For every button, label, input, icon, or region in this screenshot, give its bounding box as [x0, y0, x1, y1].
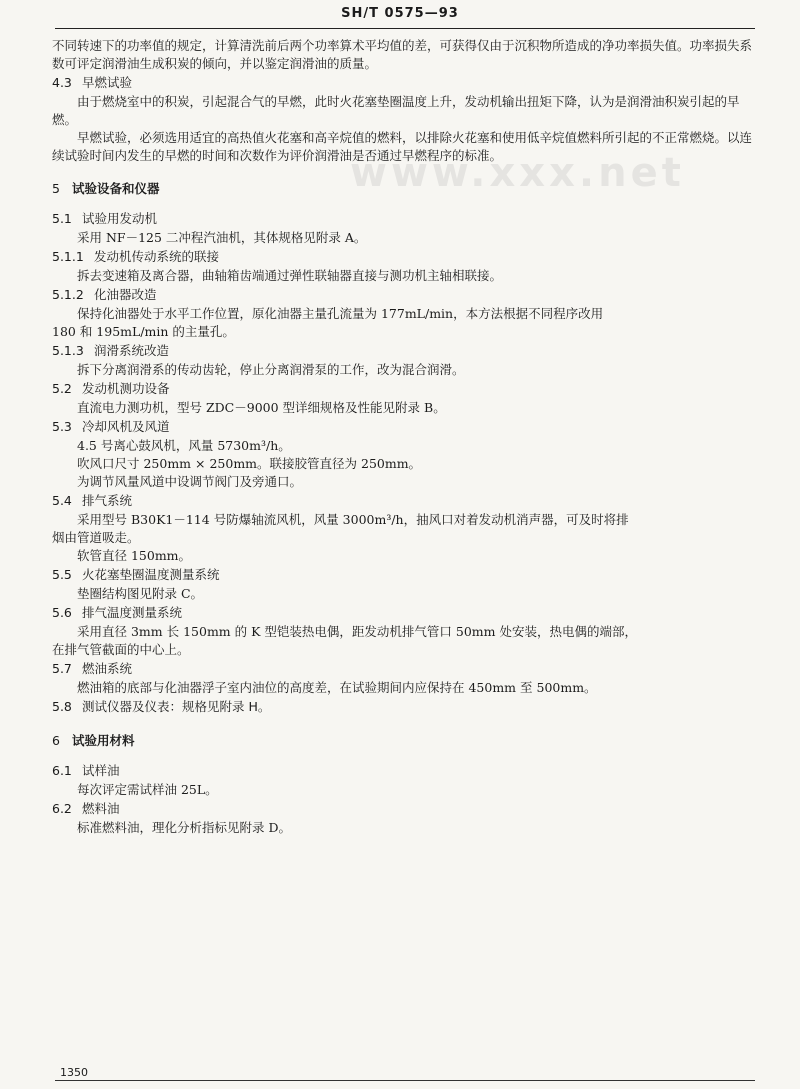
section-number: 5.5 [52, 567, 72, 582]
chapter-title: 试验设备和仪器 [72, 181, 160, 196]
section-4-3-paragraph-2: 早燃试验，必须选用适宜的高热值火花塞和高辛烷值的燃料，以排除火花塞和使用低辛烷值燃料所引起的不正常燃烧。以连续试验时间内发生的早燃的时间和次数作为评价润滑油是否通过早燃程序的标准。 [52, 130, 753, 163]
section-body-line: 软管直径 150mm。 [77, 548, 192, 563]
section-body-line: 烟由管道吸走。 [52, 530, 140, 545]
chapter-5-sections [52, 209, 757, 717]
chapter-6-heading [52, 731, 757, 751]
section-heading [52, 491, 757, 511]
section-title: 试样油 [82, 763, 120, 778]
intro-paragraph: 不同转速下的功率值的规定，计算清洗前后两个功率算术平均值的差，可获得仅由于沉积物所造成的净功率损失值。功率损失系数可评定润滑油生成积炭的倾向，并以鉴定润滑油的质量。 [52, 38, 753, 71]
section-4-3-paragraph-1: 由于燃烧室中的积炭，引起混合气的早燃，此时火花塞垫圈温度上升，发动机输出扭矩下降，认为是润滑油积炭引起的早燃。 [52, 94, 740, 127]
section-title: 冷却风机及风道 [82, 419, 170, 434]
section-number: 4.3 [52, 75, 72, 90]
section-heading [52, 285, 757, 305]
section-number: 5.8 [52, 699, 72, 714]
section-title: 排气温度测量系统 [82, 605, 183, 620]
section-title: 测试仪器及仪表：规格见附录 H。 [82, 699, 271, 714]
section-title: 燃油系统 [82, 661, 133, 676]
section-title: 燃料油 [82, 801, 120, 816]
section-title: 早燃试验 [82, 75, 133, 90]
section-heading [52, 247, 757, 267]
section-body-line: 采用 NF－125 二冲程汽油机，其体规格见附录 A。 [77, 230, 367, 245]
section-body-line: 保持化油器处于水平工作位置，原化油器主量孔流量为 177mL/min，本方法根据不同程序改用 [77, 306, 604, 321]
chapter-number: 6 [52, 733, 60, 748]
section-heading [52, 603, 757, 623]
section-number: 5.6 [52, 605, 72, 620]
section-heading [52, 799, 757, 819]
section-title: 排气系统 [82, 493, 133, 508]
section-heading [52, 341, 757, 361]
watermark: www.xxx.net [350, 150, 685, 196]
section-number: 5.7 [52, 661, 72, 676]
section-title: 火花塞垫圈温度测量系统 [82, 567, 220, 582]
section-body-line: 180 和 195mL/min 的主量孔。 [52, 324, 235, 339]
section-number: 5.1.3 [52, 343, 84, 358]
section-body-line: 采用直径 3mm 长 150mm 的 K 型铠装热电偶，距发动机排气管口 50mm 处安装，热电偶的端部， [77, 624, 637, 639]
chapter-5-heading [52, 179, 757, 199]
section-body-line: 垫圈结构图见附录 C。 [77, 586, 204, 601]
footer-rule [55, 1080, 755, 1081]
section-body-line: 燃油箱的底部与化油器浮子室内油位的高度差，在试验期间内应保持在 450mm 至 500mm。 [77, 680, 597, 695]
section-number: 5.3 [52, 419, 72, 434]
section-number: 6.2 [52, 801, 72, 816]
section-title: 发动机传动系统的联接 [94, 249, 220, 264]
chapter-number: 5 [52, 181, 60, 196]
section-heading [52, 659, 757, 679]
section-heading [52, 209, 757, 229]
section-4-3-heading [52, 73, 757, 93]
section-heading [52, 417, 757, 437]
section-number: 5.1 [52, 211, 72, 226]
section-title: 试验用发动机 [82, 211, 158, 226]
section-body-line: 吹风口尺寸 250mm × 250mm。联接胶管直径为 250mm。 [77, 456, 422, 471]
section-heading [52, 565, 757, 585]
section-number: 6.1 [52, 763, 72, 778]
section-body-line: 在排气管截面的中心上。 [52, 642, 190, 657]
section-number: 5.2 [52, 381, 72, 396]
section-body-line: 采用型号 B30K1－114 号防爆轴流风机，风量 3000m³/h，抽风口对着发动机消声器，可及时将排 [77, 512, 629, 527]
section-heading [52, 379, 757, 399]
section-body-line: 标准燃料油，理化分析指标见附录 D。 [77, 820, 291, 835]
page-header: SH/T 0575—93 [341, 6, 459, 21]
section-number: 5.1.2 [52, 287, 84, 302]
section-body-line: 直流电力测功机，型号 ZDC－9000 型详细规格及性能见附录 B。 [77, 400, 446, 415]
page-number: 1350 [60, 1066, 88, 1079]
section-heading [52, 697, 757, 717]
section-heading [52, 761, 757, 781]
chapter-title: 试验用材料 [72, 733, 135, 748]
section-body-line: 拆去变速箱及离合器，曲轴箱齿端通过弹性联轴器直接与测功机主轴相联接。 [77, 268, 503, 283]
section-body-line: 4.5 号离心鼓风机，风量 5730m³/h。 [77, 438, 291, 453]
section-title: 润滑系统改造 [94, 343, 170, 358]
section-number: 5.4 [52, 493, 72, 508]
chapter-6-sections [52, 761, 757, 837]
section-number: 5.1.1 [52, 249, 84, 264]
section-body-line: 拆下分离润滑系的传动齿轮，停止分离润滑泵的工作，改为混合润滑。 [77, 362, 465, 377]
section-title: 发动机测功设备 [82, 381, 170, 396]
section-body-line: 每次评定需试样油 25L。 [77, 782, 218, 797]
header-rule [55, 28, 755, 29]
page-content [52, 37, 757, 837]
section-body-line: 为调节风量风道中设调节阀门及旁通口。 [77, 474, 303, 489]
section-title: 化油器改造 [94, 287, 157, 302]
